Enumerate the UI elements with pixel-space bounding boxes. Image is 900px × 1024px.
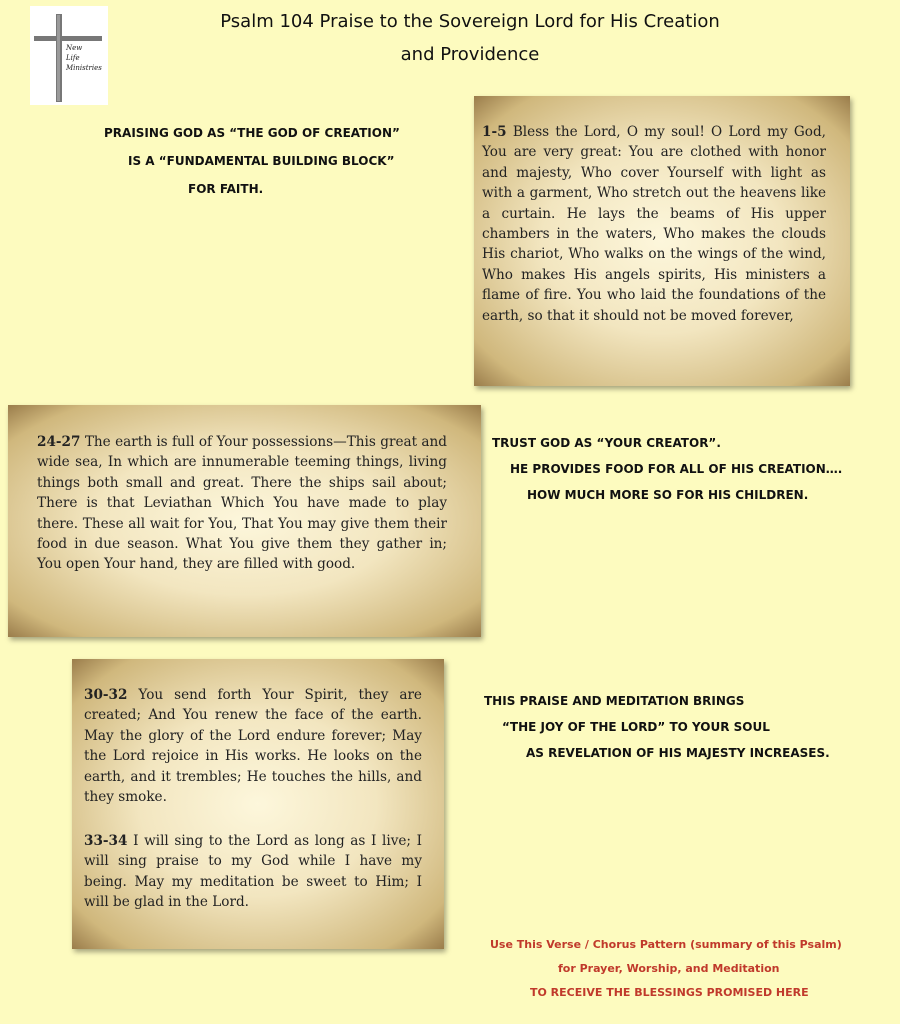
caption-3-line2: “THE JOY OF THE LORD” TO YOUR SOUL xyxy=(502,720,770,734)
verse-passage-3a xyxy=(84,685,422,807)
caption-2-line1: TRUST GOD AS “YOUR CREATOR”. xyxy=(492,436,721,450)
verse-ref-1-5: 1-5 xyxy=(482,124,507,140)
verse-ref-24-27: 24-27 xyxy=(37,434,81,450)
logo-text-line3: Ministries xyxy=(66,64,102,72)
caption-3-line3: AS REVELATION OF HIS MAJESTY INCREASES. xyxy=(526,746,830,760)
page-title: Psalm 104 Praise to the Sovereign Lord for His Creation xyxy=(220,11,720,32)
caption-1-line2: IS A “FUNDAMENTAL BUILDING BLOCK” xyxy=(128,154,395,168)
caption-1-line1: PRAISING GOD AS “THE GOD OF CREATION” xyxy=(104,126,400,140)
verse-text-24-27: The earth is full of Your possessions—This great and wide sea, In which are innumerable teeming things, living things both small and great. There the ships sail about; There is that Leviathan Which You have made to play there. These all wait for You, That You may give them their food in due season. What You give them they gather in; You open Your hand, they are filled with good. xyxy=(37,434,447,573)
verse-ref-33-34: 33-34 xyxy=(84,833,128,849)
caption-3-line1: THIS PRAISE AND MEDITATION BRINGS xyxy=(484,694,745,708)
verse-card-1 xyxy=(474,96,850,386)
verse-text-1-5: Bless the Lord, O my soul! O Lord my God, You are very great: You are clothed with honor and majesty, Who cover Yourself with light as with a garment, Who stretch out the heavens like a curtain. He lays the beams of His upper chambers in the waters, Who makes the clouds His chariot, Who walks on the wings of the wind, Who makes His angels spirits, His ministers a flame of fire. You who laid the foundations of the earth, so that it should not be moved forever, xyxy=(482,124,826,324)
verse-card-2 xyxy=(8,405,481,637)
caption-1-line3: FOR FAITH. xyxy=(188,182,264,196)
footer-line3: TO RECEIVE THE BLESSINGS PROMISED HERE xyxy=(530,986,809,999)
verse-text-30-32: You send forth Your Spirit, they are created; And You renew the face of the earth. May the glory of the Lord endure forever; May the Lord rejoice in His works. He looks on the earth, and it trembles; He touches the hills, and they smoke. xyxy=(84,687,422,806)
caption-2-line2: HE PROVIDES FOOD FOR ALL OF HIS CREATION…. xyxy=(510,462,843,476)
verse-ref-30-32: 30-32 xyxy=(84,687,128,703)
footer-line2: for Prayer, Worship, and Meditation xyxy=(558,962,780,975)
ministry-logo xyxy=(30,6,108,105)
verse-card-3 xyxy=(72,659,444,949)
logo-text-line2: Life xyxy=(66,54,80,62)
logo-text-line1: New xyxy=(66,44,83,52)
verse-text-33-34: I will sing to the Lord as long as I live; I will sing praise to my God while I have my being. May my meditation be sweet to Him; I will be glad in the Lord. xyxy=(84,833,422,911)
verse-passage-1 xyxy=(482,122,826,326)
page-title-continued: and Providence xyxy=(400,44,540,65)
footer-line1: Use This Verse / Chorus Pattern (summary of this Psalm) xyxy=(490,938,842,951)
verse-passage-3b xyxy=(84,831,422,913)
caption-2-line3: HOW MUCH MORE SO FOR HIS CHILDREN. xyxy=(527,488,809,502)
verse-passage-2 xyxy=(37,432,447,575)
